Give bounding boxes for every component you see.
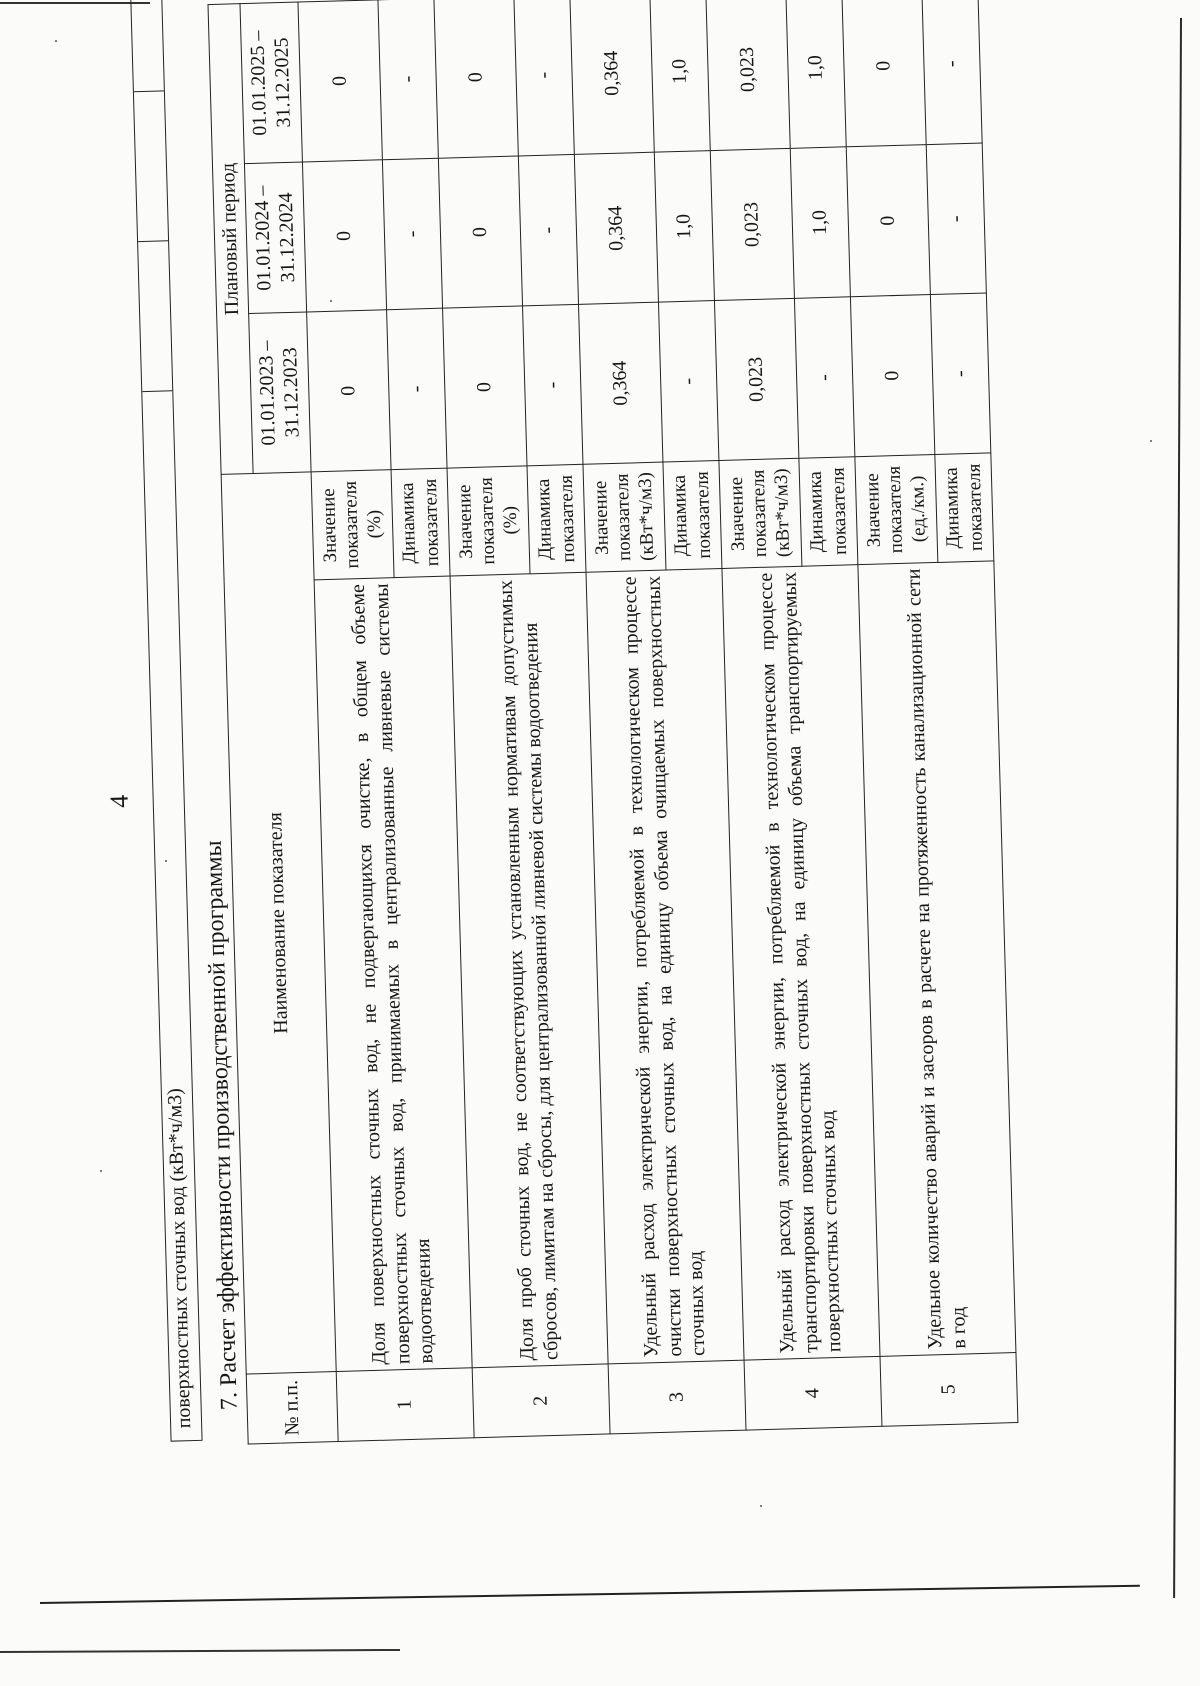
indicator-value: 1,0 — [786, 0, 846, 148]
indicator-value: - — [378, 0, 438, 160]
indicator-name: Удельный расход электрической энергии, потребляемой в технологическом процессе очистки поверхностных сточных вод, на единицу объема очищаемых поверхностных сточных вод — [586, 568, 744, 1363]
scan-border-bottom — [40, 1585, 1140, 1604]
indicator-name: Удельный расход электрической энергии, потребляемой в технологическом процессе транспортировки поверхностных сточных вод, на единицу объема транспортируемых поверхностных сточных вод — [722, 565, 880, 1360]
indicator-unit: Значение показателя (%) — [311, 470, 394, 580]
column-header-period-2025: 01.01.2025 – 31.12.2025 — [240, 2, 302, 164]
indicator-value: 0 — [434, 0, 518, 158]
row-number: 1 — [336, 1368, 474, 1442]
previous-table-cell — [138, 240, 172, 391]
section-title: 7. Расчет эффективности производственной программы — [200, 840, 243, 1411]
indicator-value: 0,023 — [710, 148, 794, 300]
indicator-value: 1,0 — [654, 151, 714, 303]
row-number: 2 — [472, 1364, 610, 1438]
previous-table-text: поверхностных сточных вод (кВт*ч/м3) — [163, 1087, 196, 1429]
indicator-name: Удельное количество аварий и засоров в расчете на протяженность канализационной сети в год — [858, 561, 1016, 1356]
indicator-unit: Значение показателя (кВт*ч/м3) — [583, 462, 666, 572]
indicator-value: - — [922, 0, 982, 145]
indicator-value: 0,023 — [706, 0, 790, 151]
indicator-value: - — [518, 154, 578, 306]
indicator-value: 1,0 — [650, 0, 710, 152]
indicator-value: 1,0 — [790, 147, 850, 299]
indicator-value: 0 — [307, 310, 391, 472]
indicator-unit: Динамика показателя — [663, 461, 722, 571]
page-number: 4 — [104, 794, 134, 809]
indicator-unit: Динамика показателя — [935, 453, 994, 563]
indicator-value: - — [387, 308, 447, 470]
scan-speck — [100, 1170, 102, 1172]
indicator-name: Доля поверхностных сточных вод, не подвергающихся очистке, в общем объеме поверхностных сточных вод, принимаемых в централизованные ливневые системы водоотведения — [314, 576, 472, 1371]
indicator-value: 0 — [298, 0, 382, 162]
row-number: 4 — [744, 1356, 882, 1430]
indicator-unit: Динамика показателя — [391, 468, 450, 578]
column-header-name: Наименование показателя — [221, 472, 336, 1374]
scan-speck — [55, 40, 57, 42]
previous-table-cell — [134, 90, 168, 241]
indicator-unit: Динамика показателя — [799, 457, 858, 567]
indicator-value: - — [926, 143, 986, 295]
indicator-value: 0 — [846, 145, 930, 297]
indicator-value: - — [382, 158, 442, 310]
indicator-value: - — [523, 304, 583, 466]
column-header-number: № п.п. — [246, 1372, 338, 1444]
indicator-value: 0,364 — [570, 0, 654, 154]
previous-table-fragment — [130, 0, 203, 1442]
row-number: 3 — [608, 1360, 746, 1434]
rotated-document-sheet — [82, 0, 1185, 1528]
indicator-value: - — [794, 297, 854, 459]
indicator-value: 0,364 — [574, 152, 658, 304]
efficiency-table — [207, 0, 1018, 1445]
column-header-planned-period: Плановый период — [208, 4, 253, 475]
indicator-unit: Значение показателя (ед./км.) — [855, 454, 938, 564]
indicator-value: - — [930, 293, 990, 455]
indicator-value: 0 — [850, 295, 934, 457]
indicator-value: 0,364 — [579, 302, 663, 464]
indicator-value: 0 — [438, 156, 522, 308]
indicator-value: 0 — [842, 0, 926, 147]
indicator-unit: Значение показателя (кВт*ч/м3) — [719, 458, 802, 568]
indicator-unit: Значение показателя (%) — [447, 466, 530, 576]
indicator-value: - — [514, 0, 574, 156]
scan-border-bottom-left — [0, 1649, 400, 1653]
indicator-unit: Динамика показателя — [527, 464, 586, 574]
indicator-value: 0 — [302, 160, 386, 312]
indicator-value: 0 — [443, 306, 527, 468]
indicator-value: - — [658, 301, 718, 463]
indicator-name: Доля проб сточных вод, не соответствующих установленным нормативам допустимых сбросов, лимитам на сбросы, для централизованной ливневой системы водоотведения — [450, 572, 608, 1367]
indicator-value: 0,023 — [714, 298, 798, 460]
column-header-period-2023: 01.01.2023 – 31.12.2023 — [249, 312, 311, 474]
column-header-period-2024: 01.01.2024 – 31.12.2024 — [244, 162, 306, 314]
previous-table-cell — [142, 390, 201, 1440]
row-number: 5 — [880, 1353, 1018, 1427]
